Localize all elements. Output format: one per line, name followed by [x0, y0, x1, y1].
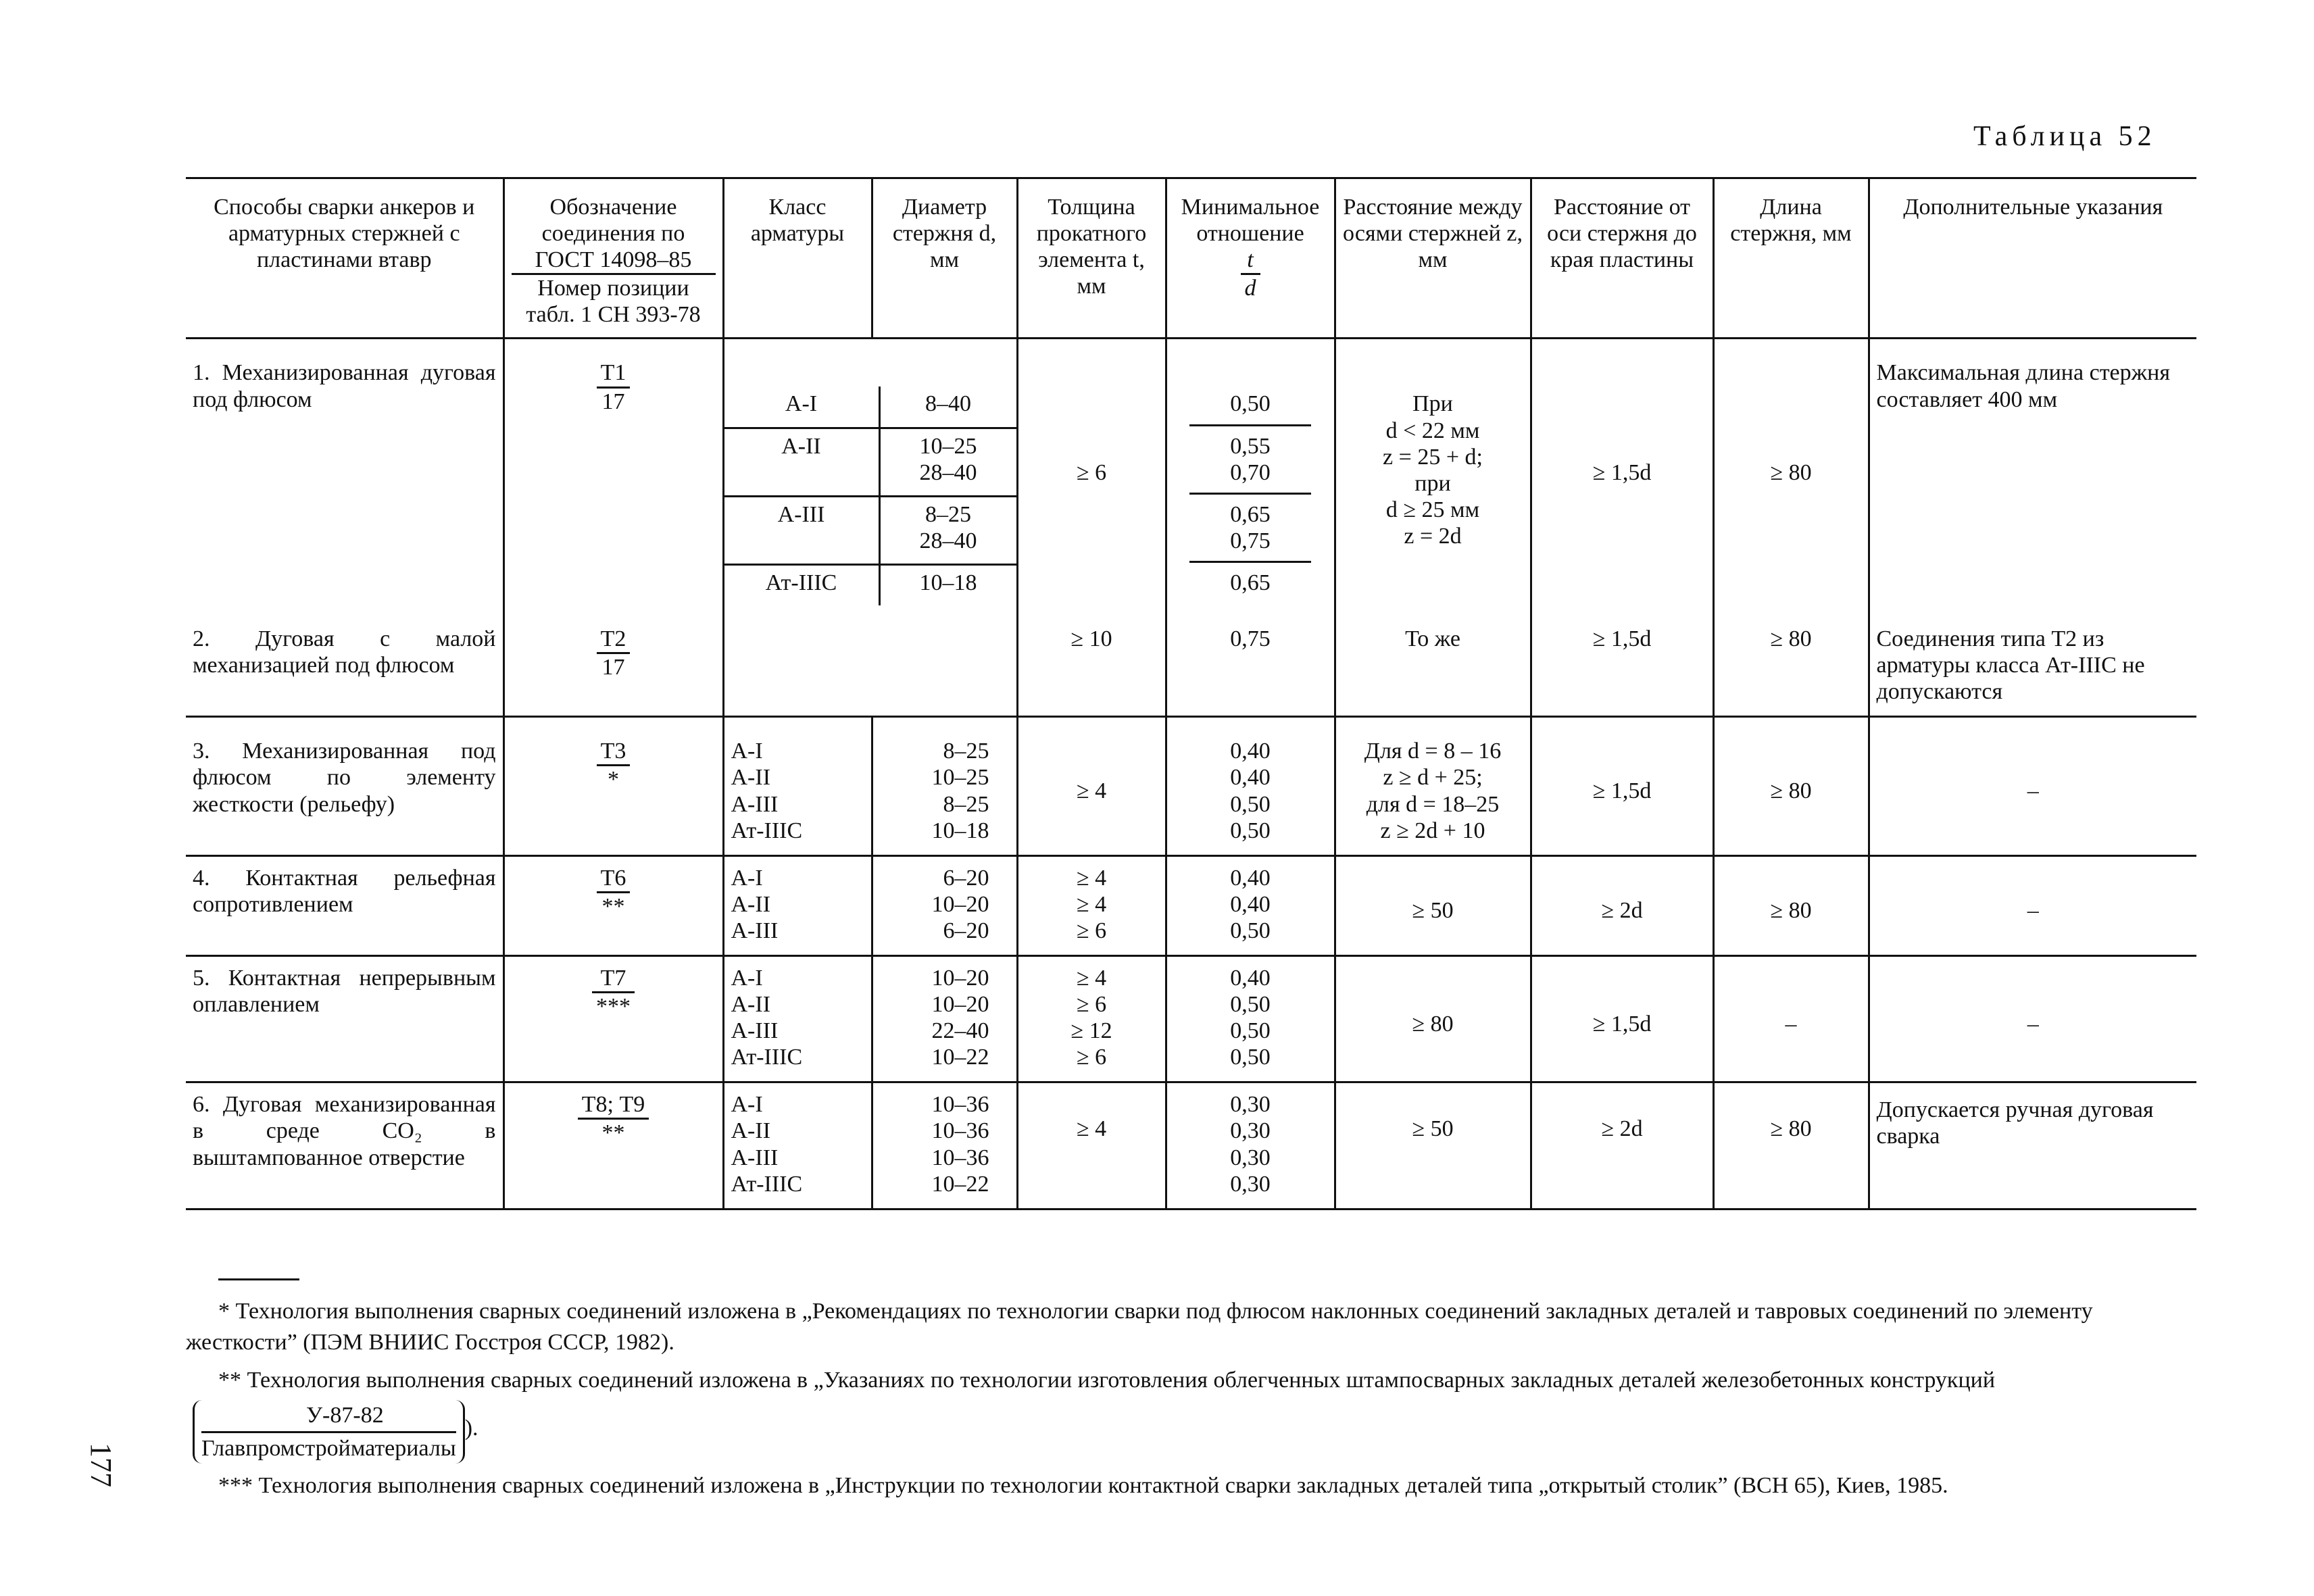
position-code: * [608, 767, 619, 793]
header-gost: Обозначение соединения по ГОСТ 14098–85 [512, 194, 716, 275]
method-cell: 4. Контактная рельефная сопротивлением [186, 855, 503, 955]
footnote-1: * Технология выполнения сварных соединений изложена в „Рекомендациях по технологии сварки под флюсом наклонных соединений закладных деталей и тавровых соединений по элементу жесткости” (ПЭМ ВНИИС Госстроя СССР, 1982). [186, 1299, 2093, 1355]
footnote-2-end: ). [464, 1415, 478, 1441]
position-code: *** [596, 994, 631, 1020]
ratio-cell: 0,75 [1166, 605, 1335, 717]
notes-cell: Соединения типа Т2 из арматуры класса Ат-IIIС не допускаются [1869, 605, 2196, 717]
footnote-2-text: ** Технология выполнения сварных соединений изложена в „Указаниях по технологии изготовления облегченных штампосварных закладных деталей железобетонных конструкций [218, 1367, 1996, 1393]
class-cell: А-II [724, 428, 880, 496]
thickness-cell: ≥ 4 ≥ 6 ≥ 12 ≥ 6 [1017, 955, 1166, 1082]
sub-row [724, 564, 1016, 605]
ratio-cell: 0,40 0,50 0,50 0,50 [1166, 955, 1335, 1082]
length-cell: ≥ 80 [1713, 339, 1869, 605]
notes-cell: – [1869, 717, 2196, 855]
designation-cell [503, 605, 723, 717]
sub-row [724, 496, 1016, 564]
table-caption: Таблица 52 [1973, 121, 2157, 152]
edge-distance-cell: ≥ 1,5d [1531, 717, 1713, 855]
diameter-cell: 8–25 10–25 8–25 10–18 [872, 717, 1017, 855]
length-cell: ≥ 80 [1713, 717, 1869, 855]
position-code: ** [601, 893, 625, 919]
class-diameter-cell [723, 339, 1017, 605]
designation-cell [503, 1082, 723, 1209]
table-row [186, 339, 2196, 605]
ratio-value: 0,65 [1230, 570, 1271, 595]
diameter-cell: 10–36 10–36 10–36 10–22 [872, 1082, 1017, 1209]
header-ratio-t: t [1241, 247, 1260, 275]
header-ratio-label: Минимальное отношение [1181, 195, 1320, 247]
gost-code: Т1 [597, 359, 631, 388]
designation-cell [503, 855, 723, 955]
page-number: 177 [84, 1443, 118, 1487]
header-ratio [1166, 178, 1335, 339]
class-cell: Ат-IIIС [724, 564, 880, 605]
axis-distance-cell: ≥ 50 [1335, 855, 1531, 955]
length-cell: ≥ 80 [1713, 855, 1869, 955]
table-row [186, 855, 2196, 955]
ratio-value: 0,65 0,75 [1230, 501, 1271, 553]
gost-code: Т8; Т9 [578, 1091, 649, 1120]
sub-row [724, 428, 1016, 496]
length-cell: ≥ 80 [1713, 1082, 1869, 1209]
length-cell: ≥ 80 [1713, 605, 1869, 717]
ratio-cell [1166, 339, 1335, 605]
class-cell: А-I А-II А-III Ат-IIIС [723, 955, 872, 1082]
class-cell: А-III [724, 496, 880, 564]
designation-cell [503, 717, 723, 855]
notes-cell: Максимальная длина стержня составляет 400 мм [1876, 360, 2170, 412]
axis-distance-cell: ≥ 50 [1335, 1082, 1531, 1209]
footnote-2 [186, 1365, 2196, 1464]
axis-distance-cell: ≥ 80 [1335, 955, 1531, 1082]
axis-distance-cell: При d < 22 мм z = 25 + d; при d ≥ 25 мм z = 2d [1335, 339, 1531, 605]
table-row [186, 717, 2196, 855]
empty-cell [723, 605, 1017, 717]
method-cell: 6. Дуговая механизированная в среде CO₂ в выштампованное отверстие [186, 1082, 503, 1209]
position-code: 17 [601, 655, 625, 680]
diameter-cell: 10–25 28–40 [919, 433, 977, 485]
table-row [186, 955, 2196, 1082]
gost-code: Т2 [597, 626, 631, 654]
header-diameter: Диаметр стержня d, мм [872, 178, 1017, 339]
ratio-cell: 0,40 0,40 0,50 [1166, 855, 1335, 955]
class-cell: А-I [724, 386, 880, 428]
ratio-cell: 0,40 0,40 0,50 0,50 [1166, 717, 1335, 855]
ratio-value: 0,55 0,70 [1230, 433, 1271, 485]
header-edge-distance: Расстояние от оси стержня до края пластины [1531, 178, 1713, 339]
edge-distance-cell: ≥ 2d [1531, 1082, 1713, 1209]
diameter-cell: 8–25 28–40 [919, 501, 977, 553]
ratio-cell: 0,30 0,30 0,30 0,30 [1166, 1082, 1335, 1209]
footnote-2-org: Главпромстройматериалы [201, 1435, 456, 1461]
header-notes: Дополнительные указания [1869, 178, 2196, 339]
diameter-cell: 10–18 [919, 570, 977, 595]
diameter-cell: 6–20 10–20 6–20 [872, 855, 1017, 955]
class-cell: А-I А-II А-III [723, 855, 872, 955]
method-cell: 1. Механизированная дуговая под флюсом [186, 339, 503, 605]
header-axis-distance: Расстояние между осями стержней z, мм [1335, 178, 1531, 339]
edge-distance-cell: ≥ 1,5d [1531, 339, 1713, 605]
gost-code: Т7 [592, 965, 635, 993]
edge-distance-cell: ≥ 1,5d [1531, 955, 1713, 1082]
ratio-value: 0,50 [1230, 391, 1271, 417]
gost-code: Т6 [597, 865, 631, 893]
header-method: Способы сварки анкеров и арматурных стержней с пластинами втавр [186, 178, 503, 339]
welding-table [186, 177, 2196, 1210]
diameter-cell: 10–20 10–20 22–40 10–22 [872, 955, 1017, 1082]
position-code: ** [601, 1120, 625, 1146]
method-cell: 5. Контактная непрерывным оплавлением [186, 955, 503, 1082]
class-diameter-subtable [724, 386, 1016, 605]
thickness-cell: ≥ 4 ≥ 4 ≥ 6 [1017, 855, 1166, 955]
header-row [186, 178, 2196, 339]
footnote-3: *** Технология выполнения сварных соединений изложена в „Инструкции по технологии контактной сварки закладных деталей типа „открытый столик” (ВСН 65), Киев, 1985. [218, 1473, 1948, 1499]
edge-distance-cell: ≥ 2d [1531, 855, 1713, 955]
thickness-cell: ≥ 4 [1017, 717, 1166, 855]
gost-code: Т3 [597, 738, 631, 766]
length-cell: – [1713, 955, 1869, 1082]
designation-cell [503, 339, 723, 605]
footnote-2-fraction [193, 1400, 465, 1464]
diameter-cell: 8–40 [925, 391, 971, 417]
designation-cell [503, 955, 723, 1082]
axis-distance-cell: Для d = 8 – 16 z ≥ d + 25; для d = 18–25 z ≥ 2d + 10 [1335, 717, 1531, 855]
table-row [186, 605, 2196, 717]
footnote-2-code: У-87-82 [201, 1400, 456, 1433]
header-class: Класс арматуры [723, 178, 872, 339]
position-code: 17 [601, 389, 625, 414]
footnotes [186, 1276, 2196, 1501]
method-cell: 2. Дуговая с малой механизацией под флюсом [186, 605, 503, 717]
class-cell: А-I А-II А-III Ат-IIIС [723, 717, 872, 855]
header-position: Номер позиции табл. 1 СН 393-78 [526, 276, 701, 328]
thickness-cell: ≥ 6 [1017, 339, 1166, 605]
header-ratio-d: d [1244, 276, 1256, 301]
thickness-cell: ≥ 10 [1017, 605, 1166, 717]
header-length: Длина стержня, мм [1713, 178, 1869, 339]
thickness-cell: ≥ 4 [1017, 1082, 1166, 1209]
notes-cell: – [1869, 955, 2196, 1082]
axis-distance-cell: То же [1335, 605, 1531, 717]
edge-distance-cell: ≥ 1,5d [1531, 605, 1713, 717]
sub-row [724, 386, 1016, 428]
notes-cell: Допускается ручная дуговая сварка [1869, 1082, 2196, 1209]
header-designation [503, 178, 723, 339]
table-row [186, 1082, 2196, 1209]
method-cell: 3. Механизированная под флюсом по элементу жесткости (рельефу) [186, 717, 503, 855]
header-thickness: Толщина прокатного элемента t, мм [1017, 178, 1166, 339]
notes-cell: – [1869, 855, 2196, 955]
class-cell: А-I А-II А-III Ат-IIIС [723, 1082, 872, 1209]
